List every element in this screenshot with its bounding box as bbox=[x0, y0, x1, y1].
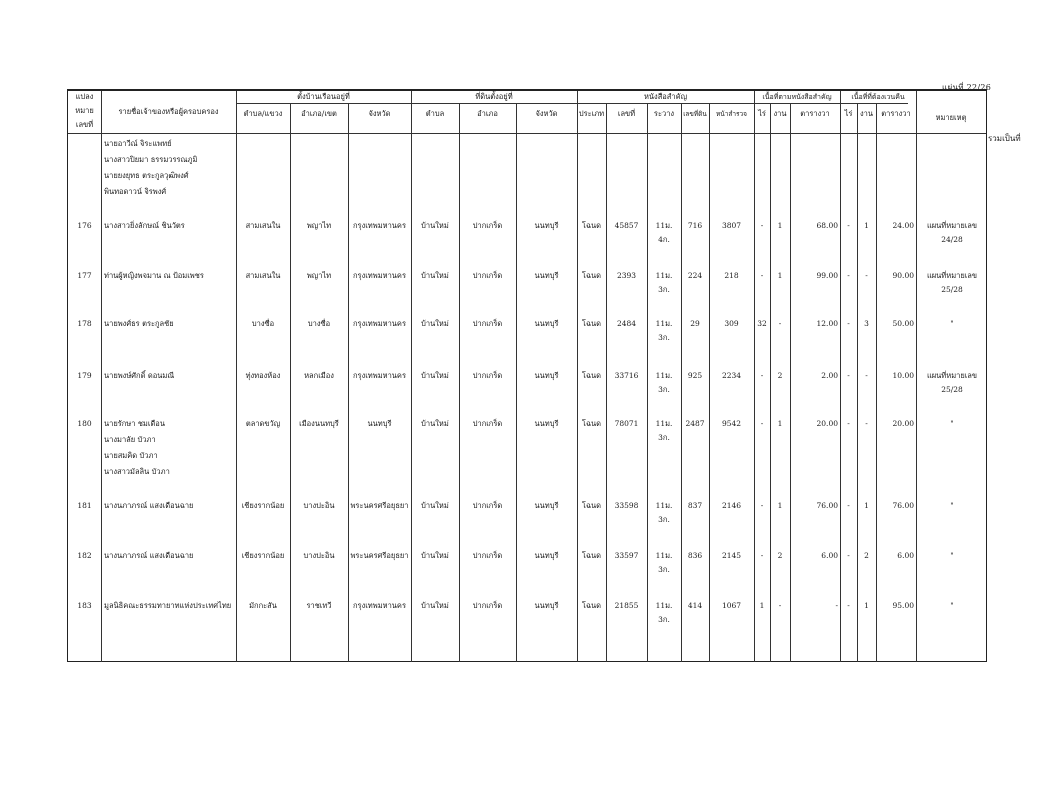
cell-land: 224 bbox=[687, 271, 703, 280]
cell-survey: 218 bbox=[724, 271, 739, 280]
cell-ngan: 2 bbox=[777, 551, 783, 560]
header-location-prov: จังหวัด bbox=[535, 109, 558, 118]
cell-ltam: บ้านใหม่ bbox=[421, 501, 449, 510]
header-address-sub: ตำบล/แขวง bbox=[243, 109, 283, 118]
owner-name: นายสมคิด บัวภา bbox=[104, 451, 158, 460]
cell-deed: 33598 bbox=[614, 501, 639, 510]
cell-sheet: 3ก. bbox=[658, 385, 670, 394]
cell-type: โฉนด bbox=[581, 601, 602, 610]
cell-rai: 1 bbox=[759, 601, 765, 610]
cell-rai: - bbox=[760, 371, 764, 380]
cell-prov: กรุงเทพมหานคร bbox=[353, 371, 406, 380]
cell-survey: 9542 bbox=[721, 419, 742, 428]
cell-sub: ตลาดขวัญ bbox=[245, 419, 281, 428]
cell-land: 836 bbox=[687, 551, 703, 560]
cell-no: 177 bbox=[77, 271, 92, 280]
cell-erai: - bbox=[847, 271, 850, 280]
cell-sub: เชียงรากน้อย bbox=[241, 501, 285, 510]
cell-ngan: - bbox=[778, 319, 782, 328]
cell-ltam: บ้านใหม่ bbox=[421, 221, 449, 230]
cell-erai: - bbox=[847, 551, 850, 560]
cell-lprov: นนทบุรี bbox=[534, 371, 559, 380]
cell-wa: 12.00 bbox=[816, 319, 838, 328]
cell-dist: บางปะอิน bbox=[303, 551, 335, 560]
header-address-prov: จังหวัด bbox=[368, 109, 391, 118]
side-note: รวมเป็นที่ bbox=[988, 134, 1021, 143]
cell-lprov: นนทบุรี bbox=[534, 601, 559, 610]
cell-land: 414 bbox=[687, 601, 703, 610]
cell-lamp: ปากเกร็ด bbox=[472, 601, 503, 610]
header-location-tambon: ตำบล bbox=[425, 109, 445, 118]
cell-prov: กรุงเทพมหานคร bbox=[353, 221, 406, 230]
cell-ngan: 1 bbox=[777, 271, 783, 280]
col-line bbox=[290, 103, 291, 662]
cell-sub: เชียงรากน้อย bbox=[241, 551, 285, 560]
cell-erai: - bbox=[847, 221, 850, 230]
col-line bbox=[348, 103, 349, 662]
cell-ngan: 1 bbox=[777, 221, 783, 230]
owner-name: มูลนิธิคณะธรรมทายาทแห่งประเทศไทย bbox=[104, 601, 232, 610]
cell-remark: " bbox=[950, 319, 954, 328]
col-line bbox=[606, 103, 607, 662]
top-name: นางสาวปิยมา ธรรมวรรณภูมิ bbox=[104, 155, 198, 164]
cell-ngan: 1 bbox=[777, 501, 783, 510]
cell-dist: พญาไท bbox=[306, 271, 332, 280]
cell-wa: 20.00 bbox=[816, 419, 838, 428]
cell-sheet: 3ก. bbox=[658, 615, 670, 624]
cell-engan: 3 bbox=[864, 319, 869, 328]
cell-prov: พระนครศรีอยุธยา bbox=[350, 551, 409, 560]
cell-survey: 309 bbox=[724, 319, 739, 328]
cell-deed: 21855 bbox=[614, 601, 639, 610]
cell-survey: 1067 bbox=[721, 601, 742, 610]
cell-type: โฉนด bbox=[581, 551, 602, 560]
cell-no: 180 bbox=[77, 419, 92, 428]
cell-sheet: 11ม. bbox=[655, 501, 673, 510]
cell-wa: 2.00 bbox=[821, 371, 838, 380]
cell-no: 178 bbox=[77, 319, 92, 328]
cell-rai: - bbox=[760, 221, 764, 230]
cell-deed: 33597 bbox=[614, 551, 639, 560]
header-exp-wa: ตารางวา bbox=[881, 109, 911, 118]
cell-ewa: 90.00 bbox=[892, 271, 914, 280]
cell-land: 716 bbox=[687, 221, 703, 230]
cell-no: 179 bbox=[77, 371, 92, 380]
cell-sheet: 3ก. bbox=[658, 515, 670, 524]
cell-deed: 45857 bbox=[614, 221, 639, 230]
header-area-rai: ไร่ bbox=[758, 109, 766, 118]
header-exp-rai: ไร่ bbox=[844, 109, 853, 118]
cell-lamp: ปากเกร็ด bbox=[472, 221, 503, 230]
header-address-dist: อำเภอ/เขต bbox=[301, 109, 337, 118]
cell-type: โฉนด bbox=[581, 221, 602, 230]
cell-deed: 33716 bbox=[614, 371, 639, 380]
header-location-amphoe: อำเภอ bbox=[477, 109, 498, 118]
header-deed-sheet: ระวาง bbox=[653, 109, 675, 118]
cell-remark: แผนที่หมายเลข bbox=[926, 221, 978, 230]
cell-survey: 2234 bbox=[721, 371, 742, 380]
cell-erai: - bbox=[847, 501, 850, 510]
cell-engan: 2 bbox=[864, 551, 869, 560]
cell-lprov: นนทบุรี bbox=[534, 221, 559, 230]
cell-rai: 32 bbox=[757, 319, 767, 328]
cell-dist: เมืองนนทบุรี bbox=[299, 419, 339, 428]
cell-deed: 2393 bbox=[616, 271, 637, 280]
cell-ltam: บ้านใหม่ bbox=[421, 551, 449, 560]
cell-lprov: นนทบุรี bbox=[534, 419, 559, 428]
col-line bbox=[770, 103, 771, 662]
cell-remark: " bbox=[950, 551, 954, 560]
cell-remark: " bbox=[950, 501, 954, 510]
cell-no: 182 bbox=[77, 551, 92, 560]
cell-lprov: นนทบุรี bbox=[534, 319, 559, 328]
cell-ewa: 50.00 bbox=[892, 319, 914, 328]
cell-engan: - bbox=[865, 271, 868, 280]
cell-type: โฉนด bbox=[581, 419, 602, 428]
cell-prov: กรุงเทพมหานคร bbox=[353, 601, 406, 610]
cell-sub: มักกะสัน bbox=[249, 601, 277, 610]
cell-type: โฉนด bbox=[581, 319, 602, 328]
cell-prov: พระนครศรีอยุธยา bbox=[350, 501, 409, 510]
cell-wa: - bbox=[835, 601, 838, 610]
header-area-wa: ตารางวา bbox=[800, 109, 830, 118]
header-plot-2: หมาย bbox=[75, 106, 94, 115]
cell-survey: 2145 bbox=[721, 551, 742, 560]
cell-prov: กรุงเทพมหานคร bbox=[353, 319, 406, 328]
owner-name: นายพงศ์ธร ตระกูลชัย bbox=[104, 319, 174, 328]
cell-no: 176 bbox=[77, 221, 92, 230]
cell-rai: - bbox=[760, 551, 764, 560]
header-plot-1: แปลง bbox=[75, 92, 94, 101]
cell-engan: 1 bbox=[864, 601, 869, 610]
cell-lamp: ปากเกร็ด bbox=[472, 551, 503, 560]
cell-sub: ทุ่งทองห้อง bbox=[245, 371, 281, 380]
header-deed-group: หนังสือสำคัญ bbox=[643, 92, 687, 101]
top-name: พินทอดาวน์ จิรพงศ์ bbox=[104, 187, 167, 196]
cell-sheet: 11ม. bbox=[655, 271, 673, 280]
header-address-group: ตั้งบ้านเรือนอยู่ที่ bbox=[297, 92, 350, 101]
cell-sheet: 11ม. bbox=[655, 371, 673, 380]
col-line bbox=[857, 103, 858, 662]
col-line bbox=[647, 103, 648, 662]
cell-land: 29 bbox=[690, 319, 700, 328]
cell-sheet: 3ก. bbox=[658, 285, 670, 294]
cell-rai: - bbox=[760, 419, 764, 428]
cell-lamp: ปากเกร็ด bbox=[472, 371, 503, 380]
col-line bbox=[101, 91, 102, 662]
cell-dist: ราชเทวี bbox=[306, 601, 332, 610]
cell-no: 181 bbox=[77, 501, 92, 510]
cell-remark: 24/28 bbox=[941, 235, 963, 244]
header-location-group: ที่ดินตั้งอยู่ที่ bbox=[475, 92, 513, 101]
cell-sheet: 3ก. bbox=[658, 433, 670, 442]
header-plot-3: เลขที่ bbox=[75, 120, 94, 129]
cell-engan: 1 bbox=[864, 221, 869, 230]
owner-name: ท่านผู้หญิงพจมาน ณ ป้อมเพชร bbox=[104, 271, 204, 280]
cell-erai: - bbox=[847, 319, 850, 328]
cell-engan: 1 bbox=[864, 501, 869, 510]
cell-lprov: นนทบุรี bbox=[534, 551, 559, 560]
cell-engan: - bbox=[865, 371, 868, 380]
cell-sheet: 11ม. bbox=[655, 551, 673, 560]
cell-ltam: บ้านใหม่ bbox=[421, 319, 449, 328]
top-name: นายอาวีณ์ จิระแพทย์ bbox=[104, 139, 172, 148]
cell-dist: บางซื่อ bbox=[307, 319, 331, 328]
cell-sheet: 3ก. bbox=[658, 565, 670, 574]
header-area-group: เนื้อที่ตามหนังสือสำคัญ bbox=[762, 93, 832, 101]
cell-sub: บางซื่อ bbox=[251, 319, 275, 328]
cell-sheet: 11ม. bbox=[655, 601, 673, 610]
cell-wa: 99.00 bbox=[816, 271, 838, 280]
header-exp-group: เนื้อที่ที่ต้องเวนคืน bbox=[851, 93, 905, 101]
cell-lprov: นนทบุรี bbox=[534, 501, 559, 510]
cell-wa: 6.00 bbox=[821, 551, 838, 560]
header-group-line bbox=[236, 103, 908, 104]
col-line bbox=[516, 103, 517, 662]
cell-land: 925 bbox=[687, 371, 703, 380]
cell-survey: 3807 bbox=[721, 221, 742, 230]
cell-wa: 68.00 bbox=[816, 221, 838, 230]
cell-ltam: บ้านใหม่ bbox=[421, 371, 449, 380]
cell-land: 837 bbox=[687, 501, 703, 510]
header-deed-type: ประเภท bbox=[578, 109, 605, 118]
cell-ewa: 10.00 bbox=[892, 371, 914, 380]
header-deed-survey: หน้าสำรวจ bbox=[716, 110, 747, 118]
col-line bbox=[916, 91, 917, 662]
cell-sub: สามเสนใน bbox=[245, 271, 281, 280]
cell-remark: 25/28 bbox=[941, 285, 963, 294]
cell-dist: พญาไท bbox=[306, 221, 332, 230]
col-line bbox=[459, 103, 460, 662]
cell-ewa: 24.00 bbox=[892, 221, 914, 230]
cell-ngan: 2 bbox=[777, 371, 783, 380]
cell-sheet: 11ม. bbox=[655, 221, 673, 230]
cell-type: โฉนด bbox=[581, 371, 602, 380]
cell-sheet: 11ม. bbox=[655, 319, 673, 328]
cell-ewa: 6.00 bbox=[897, 551, 914, 560]
cell-no: 183 bbox=[77, 601, 92, 610]
cell-ewa: 76.00 bbox=[892, 501, 914, 510]
cell-prov: กรุงเทพมหานคร bbox=[353, 271, 406, 280]
cell-type: โฉนด bbox=[581, 271, 602, 280]
cell-ngan: - bbox=[778, 601, 782, 610]
col-line bbox=[681, 103, 682, 662]
cell-erai: - bbox=[847, 371, 850, 380]
col-line bbox=[709, 103, 710, 662]
cell-deed: 2484 bbox=[616, 319, 637, 328]
owner-name: นายพงษ์ศักดิ์ ดอนมณี bbox=[104, 371, 175, 380]
cell-erai: - bbox=[847, 601, 850, 610]
cell-lamp: ปากเกร็ด bbox=[472, 319, 503, 328]
header-area-ngan: งาน bbox=[773, 109, 787, 118]
cell-sub: สามเสนใน bbox=[245, 221, 281, 230]
cell-engan: - bbox=[865, 419, 868, 428]
cell-sheet: 4ก. bbox=[658, 235, 670, 244]
cell-ewa: 95.00 bbox=[892, 601, 914, 610]
owner-name: นางนภาภรณ์ แสงเดือนฉาย bbox=[104, 551, 194, 560]
cell-remark: " bbox=[950, 601, 954, 610]
cell-lamp: ปากเกร็ด bbox=[472, 419, 503, 428]
cell-ewa: 20.00 bbox=[892, 419, 914, 428]
cell-remark: " bbox=[950, 419, 954, 428]
cell-remark: 25/28 bbox=[941, 385, 963, 394]
owner-name: นางสาวมัลลิน บัวภา bbox=[104, 467, 170, 476]
cell-dist: บางปะอิน bbox=[303, 501, 335, 510]
cell-lamp: ปากเกร็ด bbox=[472, 501, 503, 510]
cell-lprov: นนทบุรี bbox=[534, 271, 559, 280]
header-deed-no: เลขที่ bbox=[617, 109, 636, 118]
cell-remark: แผนที่หมายเลข bbox=[926, 371, 978, 380]
land-table bbox=[67, 89, 987, 662]
header-owner: รายชื่อเจ้าของหรือผู้ครอบครอง bbox=[118, 107, 219, 116]
cell-wa: 76.00 bbox=[816, 501, 838, 510]
cell-lamp: ปากเกร็ด bbox=[472, 271, 503, 280]
owner-name: นายรักษา ชมเดือน bbox=[104, 419, 165, 428]
cell-type: โฉนด bbox=[581, 501, 602, 510]
owner-name: นางมาลัย บัวภา bbox=[104, 435, 156, 444]
page-number: แผ่นที่ 22/26 bbox=[942, 83, 992, 92]
header-remarks: หมายเหตุ bbox=[935, 113, 967, 122]
cell-erai: - bbox=[847, 419, 850, 428]
cell-ltam: บ้านใหม่ bbox=[421, 271, 449, 280]
top-name: นายยงยุทธ ตระกูลวุฒิพงศ์ bbox=[104, 171, 189, 180]
cell-sheet: 3ก. bbox=[658, 333, 670, 342]
cell-ltam: บ้านใหม่ bbox=[421, 601, 449, 610]
cell-prov: นนทบุรี bbox=[367, 419, 392, 428]
cell-survey: 2146 bbox=[721, 501, 742, 510]
header-deed-land: เลขที่ดิน bbox=[683, 110, 707, 118]
header-bottom-line bbox=[68, 133, 986, 134]
cell-ngan: 1 bbox=[777, 419, 783, 428]
cell-rai: - bbox=[760, 501, 764, 510]
cell-deed: 78071 bbox=[614, 419, 639, 428]
col-line bbox=[876, 103, 877, 662]
header-exp-ngan: งาน bbox=[859, 109, 873, 118]
cell-ltam: บ้านใหม่ bbox=[421, 419, 449, 428]
cell-land: 2487 bbox=[685, 419, 705, 428]
owner-name: นางสาวยิ่งลักษณ์ ชินวัตร bbox=[104, 221, 185, 230]
owner-name: นางนภาภรณ์ แสงเดือนฉาย bbox=[104, 501, 194, 510]
col-line bbox=[790, 103, 791, 662]
cell-sheet: 11ม. bbox=[655, 419, 673, 428]
cell-rai: - bbox=[760, 271, 764, 280]
cell-dist: หลกเมือง bbox=[304, 371, 334, 380]
cell-remark: แผนที่หมายเลข bbox=[926, 271, 978, 280]
